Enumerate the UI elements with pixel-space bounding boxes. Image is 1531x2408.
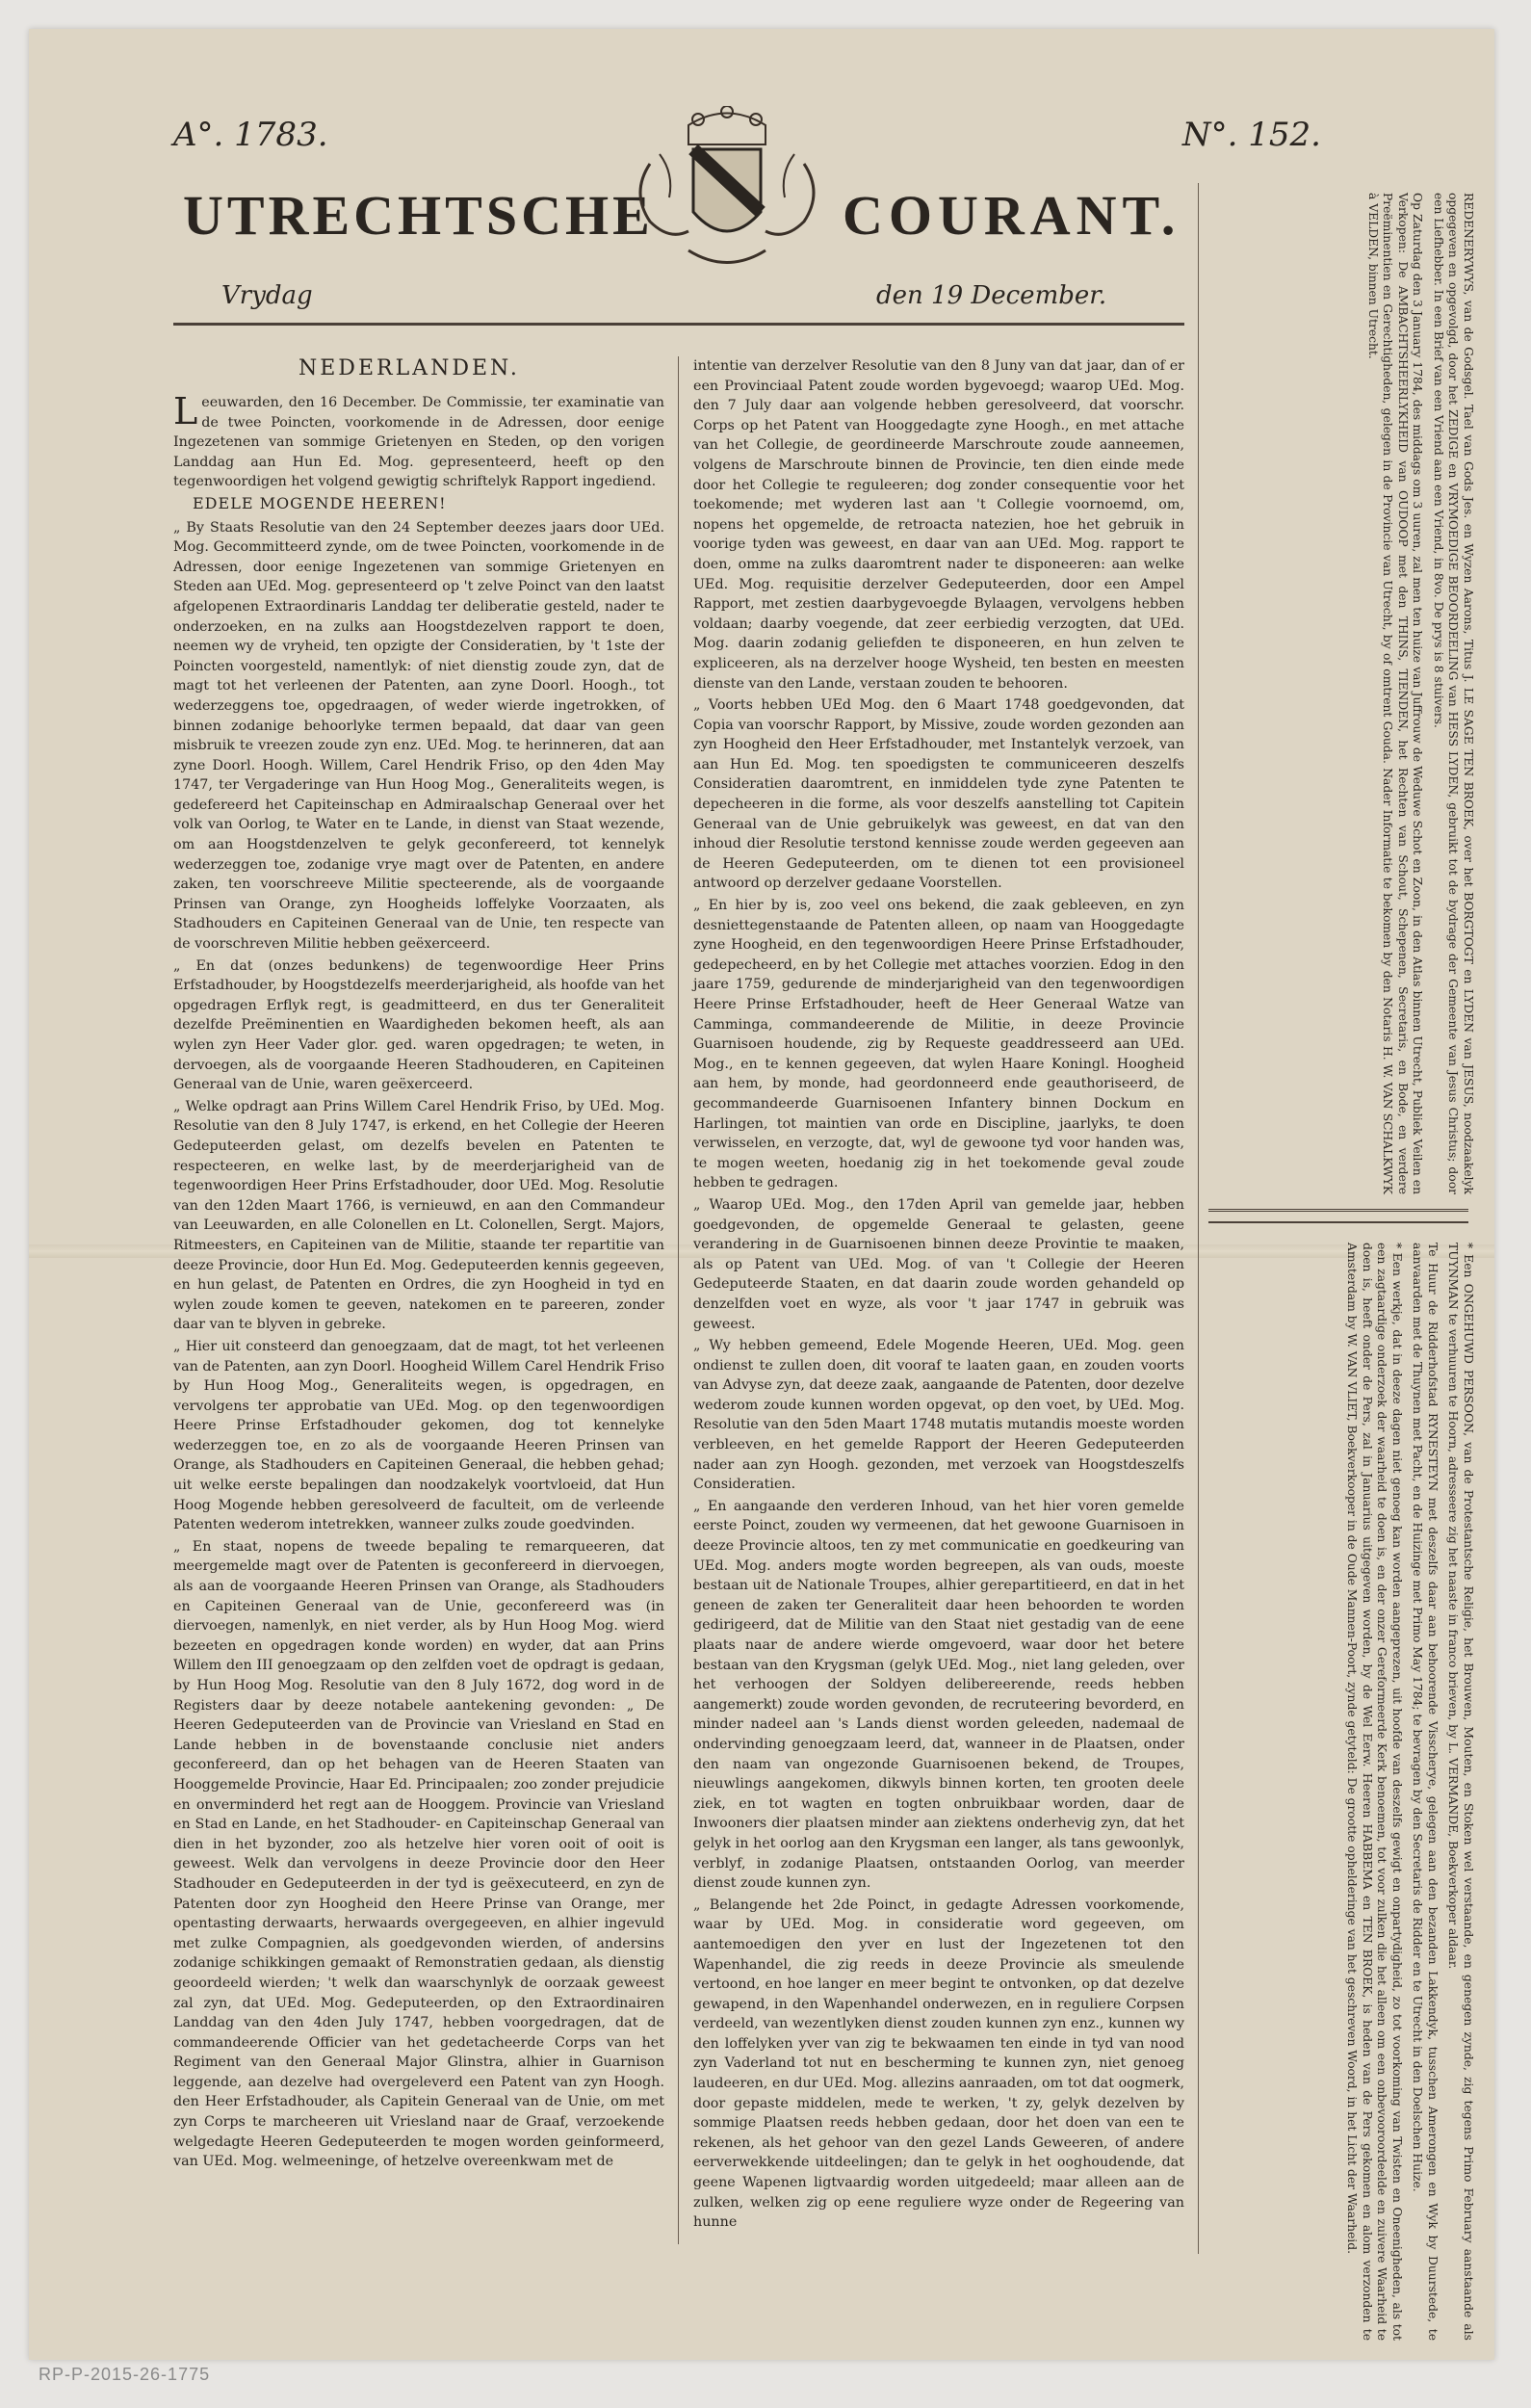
article-paragraph: „ Voorts hebben UEd Mog. den 6 Maart 1748 goedgevonden, dat Copia van voorschr Rapport, by Missive, zoude worden gezonden aan zyn Hoogheid den Heer Erfstadhouder, met Instantelyk verzoek, van aan Hun Ed. Mog. ten spoedigsten te communiceeren deszelfs Consideratien daaromtrent, en inmiddelen tyde zyne Patenten te depecheeren in die forme, als voor deszelfs aanstelling tot Capitein Generaal van de Unie gebruikelyk was geweest, en dat van den inhoud dier Resolutie terstond kennisse zoude werden gegeeven aan de Heeren Gedeputeerden, om te dienen tot een provisioneel antwoord op derzelver gedaane Voorstellen. — [693, 697, 1184, 892]
article-paragraph: „ Welke opdragt aan Prins Willem Carel Hendrik Friso, by UEd. Mog. Resolutie van den 8 July 1747, is erkend, en het Collegie der Heeren Gedeputeerden gelast, om dezelfs bevelen en Patenten te respecteeren, en welke last, by de meerderjarigheid van de tegenwoordigen Heer Prins Erfstadhouder, door UEd. Mog. Resolutie van den 12den Maart 1766, is vernieuwd, en aan den Commandeur van Leeuwarden, en alle Colonellen en Lt. Colonellen, Sergt. Majors, Ritmeesters, en Capiteinen van de Militie, staande ter repartitie van deeze Provincie, door Hun Ed. Mog. Gedeputeerden kennis gegeeven, en hun gelast, de Patenten en Ordres, die zyn Hoogheid in tyd en wylen zoude komen te geeven, natekomen en te pareeren, zonder daar van te blyven in gebreke. — [173, 1098, 664, 1333]
advertisement: Op Zaturdag den 3 January 1784, des middags om 3 uuren, zal men ten huize van Juffrouw de Weduwe Schot en Zoon, in den Atlas binnen Utrecht, Publiek Veilen en Verkopen: De AMBACHTSHEERLYKHEID van OUDOOP met den THINS, TIENDEN, het Rechten van Schout, Schepenen, Secretaris, en Bode, en verdere Preëminentien en Gerechtigheden, gelegen in de Provincie van Utrecht, by of omtrent Gouda. Nader Informatie te bekomen by den Notaris H. W. VAN SCHALKWYK à VELDEN, binnen Utrecht. — [1366, 193, 1425, 1194]
article-paragraph: „ Belangende het 2de Poinct, in gedagte Adressen voorkomende, waar by UEd. Mog. in consideratie word gegeeven, om aantemoedigen den yver en lust der Ingezetenen tot den Wapenhandel, die zig reeds in deeze Provincie als smeulende vertoond, en hoe langer en meer begint te ontvonken, op dat dezelve gewapend, in den Wapenhandel onderwezen, en in reguliere Corpsen verdeeld, van wezentlyken dienst zouden kunnen zyn enz., kunnen wy den loffelyken yver van zig te bekwaamen ten einde in tyd van nood zyn Vaderland tot nut en bescherming te kunnen zyn, niet genoeg laudeeren, en dur UEd. Mog. allezins aanraaden, om tot dat oogmerk, door gepaste middelen, mede te werken, 't zy, gelyk dezelven by sommige Plaatsen reeds hebben gedaan, door het doen van een te rekenen, als het gehoor van den gezel Lands Geweeren, of andere eerverwekkende uitdeelingen; dan te gelyk in het ooghoudende, dat geene Wapenen ligtvaardig worden uitgedeeld; maar alleen aan de zulken, welken zig op eene reguliere wyze onder de Regeering van hunne — [693, 1897, 1184, 2231]
coat-of-arms-emblem — [621, 106, 833, 279]
issue-date: den 19 December. — [876, 281, 1107, 310]
article-paragraph: „ En dat (onzes bedunkens) de tegenwoordige Heer Prins Erfstadhouder, by Hoogstdezelfs meerderjarigheid, als hoofde van het opgedragen Erflyk regt, is geadmitteerd, en dus ter Generaliteit dezelfde Preëminentien en Waardigheden bekomen heeft, als aan wylen zyn Heer Vader glor. ged. waren opgedragen; te weten, in dervoegen, als de voorgaande Heeren Stadhouderen, en Capiteinen Generaal van de Unie, waren geëxerceerd. — [173, 957, 664, 1093]
article-paragraph: „ Wy hebben gemeend, Edele Mogende Heeren, UEd. Mog. geen ondienst te zullen doen, dit vooraf te laaten gaan, en zouden voorts van Advyse zyn, dat deeze zaak, aangaande de Patenten, door dezelve wederom zoude kunnen worden opgevat, op den voet, by UEd. Mog. Resolutie van den 5den Maart 1748 mutatis mutandis moeste worden verbleeven, en het gemelde Rapport der Heeren Gedeputeerden nader aan zyn Hoogh. gezonden, met verzoek van Hoogstdeszelfs Consideratien. — [693, 1338, 1184, 1493]
masthead-title-right: COURANT. — [843, 184, 1181, 247]
article-paragraph: „ En hier by is, zoo veel ons bekend, die zaak gebleeven, en zyn desniettegenstaande de Patenten alleen, op naam van Hooggedagte zyne Hoogheid, en den tegenwoordigen Heere Prinse Erfstadhouder, gedepecheerd, en by het Collegie met attaches voorzien. Edog in den jaare 1759, gedurende de minderjarigheid van den tegenwoordigen Heere Prinse Erfstadhouder, heeft de Heer Generaal Watze van Camminga, commandeerende de Militie, in deeze Provincie Guarnisoen houdende, zig by Requeste geaddresseerd aan UEd. Mog., en te kennen gegeeven, dat wylen Haare Koningl. Hoogheid aan hem, by monde, had geordonneerd ende geauthoriseerd, de gecommandeerde Guarnisoenen Infantery binnen Dockum en Harlingen, tot maintien van orde en Discipline, jaarlyks, te doen verwisselen, en verzogte, dat, wyl de gewoone tyd voor handen was, te mogen weeten, hoedanig zig in het toekomende geval zoude hebben te gedragen. — [693, 898, 1184, 1191]
masthead-rule — [173, 323, 1184, 326]
issue-number: N°. 152. — [1181, 116, 1321, 154]
article-paragraph: „ Waarop UEd. Mog., den 17den April van gemelde jaar, hebben goedgevonden, de opgemelde Generaal te gelasten, geene verandering in de Guarnisoenen binnen deeze Provintie te maaken, als op Patent van UEd. Mog. of van 't Collegie der Heeren Gedeputeerde Staaten, en dat daarin zoude worden gehandeld op denzelfden voet en wyze, als voor 't jaar 1747 in gebruik was geweest. — [693, 1196, 1184, 1332]
advertisement: * Een werkje, dat in deeze dagen niet genoeg kan worden aangeprezen, uit hoofde van deszelfs gewigt en onpartydigheid, zo tot voorkoming van Twisten en Oneenigheden, als tot een zagtaardige onderzoek der waarheid te doen is, en der onzer Gereformeerde Kerk benoemen, tot voor zulken die het alleen om een onbevooroordeelde en zuivere Waarheid te doen is, heeft onder de Pers, zal in Januarius uitgegeven worden, by de Wel Eerw. Heeren HABBEMA en TEN BROEK, is heden van de Pers gekomen en alom verzonden te Amsterdam by W. VAN VLIET, Boekverkooper in de Oude Mannen-Poort, zynde getyteld: De grootte ophelderinge van het geschreven Woord, in het Licht der Waarheid. — [1345, 1243, 1404, 2341]
article-paragraph: „ By Staats Resolutie van den 24 September deezes jaars door UEd. Mog. Gecommitteerd zynde, om de twee Poincten, voorkomende in de Adressen, door eenige Ingezetenen van sommige Grietenyen en Steden aan UEd. Mog. gepresenteerd op 't zelve Poinct van den laatst afgelopenen Extraordinaris Landdag ter deliberatie gesteld, nader te onderzoeken, en na zulks aan Hoogstdezelven rapport te doen, neemen wy de vryheid, ten opzigte der Consideratien, by 't 1ste der Poincten voorgesteld, namentlyk: of niet dienstig zoude zyn, dat de magt tot het verleenen der Patenten, aan zyne Doorl. Hoogh., tot wederzeggens toe, opgedraagen, of weder wierde ingetrokken, of binnen zodanige behoorlyke termen bepaald, dat daar van geen misbruik te vreezen zoude zyn enz. UEd. Mog. te herinneren, dat aan zyne Doorl. Hoogh. Willem, Carel Hendrik Friso, op den 4den May 1747, ter Vergaderinge van Hun Hoog Mog., Generaliteits wegen, is gedefereerd het Capiteinschap en Admiraalschap Generaal over het volk van Oorlog, te Water en te Lande, in dienst van Staat wezende, om aan Hoogstdenzelven te gelyk geconfereerd, tot kennelyk wederzeggen toe, zodanige vrye magt over de Patenten, en andere zaken, ten voorschreeve Militie specteerende, als de voorgaande Prinsen van Orange, zyn Hoogheids loffelyke Voorzaaten, als Stadhouders en Capiteinen Generaal van de Unie, ten respecte van de voorschreven Militie hebben geëxerceerd. — [173, 519, 664, 953]
advertisement: * Een ONGEHUWD PERSOON, van de Protestantsche Religie, het Brouwen, Mouten, en Stoken wel verstaande, en genegen zynde, zig tegens Primo February aanstaande als TUYNMAN te verhuuren te Hoorn, adresseere zig het naaste in franco brieven, by L. VERMANDE, Boekverkoper aldaar. — [1446, 1243, 1475, 2341]
article-column-left — [173, 390, 664, 2174]
section-title: NEDERLANDEN. — [298, 356, 520, 380]
article-paragraph: Leeuwarden, den 16 December. De Commissie, ter examinatie van de twee Poincten, voorkomende in de Adressen, door eenige Ingezetenen van sommige Grietenyen en Steden, op den vorigen Landdag aan Hun Ed. Mog. gepresenteerd, heeft op den tegenwoordigen het volgend gewigtig schriftelyk Rapport ingediend. — [173, 390, 664, 490]
archive-inventory-number: RP-P-2015-26-1775 — [39, 2365, 211, 2384]
advertisement: Te Huur de Ridderhofstad RYNESTEYN met deszelfs daar aan behoorende Visscherye, gelegen aan den bezanden Lakkendyk, tusschen Amerongen en Wyk by Duurstede, te aanvaarden met de Thuynen met Pacht, en de Huizinge met Primo May 1784; te bevragen by den Secretaris de Ridder en te Utrecht in den Doelschen Huize. — [1411, 1243, 1440, 2341]
ornamental-divider — [1208, 1209, 1468, 1223]
article-paragraph: „ En aangaande den verderen Inhoud, van het hier voren gemelde eerste Poinct, zouden wy vermeenen, dat het gewoone Guarnisoen in deeze Provincie altoos, ten zy met communicatie en goedkeuring van UEd. Mog. anders mogte worden begreepen, als van ouds, moeste bestaan uit de Nationale Troupes, alhier gerepartitieerd, en dat in het geneen de zaken ter Generaliteit daar heen behoorden te worden gedirigeerd, dat de Militie van den Staat niet gestadig van de eene plaats naar de andere wierde omgevoerd, waar door het betere bestaan van den Krygsman (gelyk UEd. Mog., niet lang geleden, over het verhoogen der Soldyen delibereerende, reeds hebben aangemerkt) zoude worden gevonden, de recruteering bevorderd, en minder nadeel aan 's Lands dienst worden geleeden, nademaal de ondervinding genoegzaam leerd, dat, wanneer in de Plaatsen, onder den naam van ongezonde Guarnisoenen bekend, de Troupes, nieuwlings aangekomen, dikwyls binnen korten, ten grooten deele ziek, en tot wagten en togten onbruikbaar worden, daar de Inwooners dier plaatsen minder aan ziektens onderhevig zyn, dat het gelyk in het oorlog aan den Krygsman een langer, als tans gewoonlyk, verblyf, in zodanige Plaatsen, ontstaanden Oorlog, van meerder dienst zoude kunnen zyn. — [693, 1498, 1184, 1892]
newspaper-sheet — [29, 29, 1494, 2360]
article-paragraph: „ Hier uit consteerd dan genoegzaam, dat de magt, tot het verleenen van de Patenten, aan zyn Doorl. Hoogheid Willem Carel Hendrik Friso by Hun Hoog Mog., Generaliteits wegen, is opgedragen, en vervolgens ter approbatie van UEd. Mog. op den tegenwoordigen Heere Prinse Erfstadhouder gekomen, dog tot kennelyke wederzeggen toe, en zo als de voorgaande Heeren Prinsen van Orange, als Stadhouders en Capiteinen Generaal, die hebben gehad; uit welke eerste bepalingen dan noodzakelyk voortvloeid, dat Hun Hoog Mogende hebben geresolveerd de faculteit, om de verleende Patenten wederom intetrekken, wanneer zulks zoude goedvinden. — [173, 1338, 664, 1533]
column-divider — [678, 356, 679, 2244]
advertisement-column-bottom — [1215, 1243, 1475, 2341]
masthead-title-left: UTRECHTSCHE — [183, 184, 654, 247]
advertisement: REDENERYWYS, van de Godsgel. Tael van Gods Jes. en Wyzen Aarons, Titus J. LE SAGE TEN BROEK, over het BORGTOGT en LYDEN van JESUS, noodzaakelyk opgegeven en opgevolgd, door het ZEDIGE en VRYMOEDIGE BEOORDEELING van HESS LYDEN, gebruikt tot de bydrage der Gemeente van Jesus Christus; door een Liefhebber. In een Brief van een Vriend aan een Vriend, in 8vo. De prys is 8 stuivers. — [1432, 193, 1475, 1194]
article-column-right — [693, 356, 1184, 2235]
advertisement-column-top — [1215, 193, 1475, 1194]
address-heading: EDELE MOGENDE HEEREN! — [193, 493, 447, 512]
article-paragraph: „ En staat, nopens de tweede bepaling te remarqueeren, dat meergemelde magt over de Patenten is geconfereerd in diervoegen, als aan de voorgaande Heeren Prinsen van Orange, als Stadhouders en Capiteinen Generaal van de Unie, geconfereerd was (in diervoegen, namenlyk, en niet verder, als by Hun Hoog Mog. wierd bezeeten en opgedragen konde worden) en wyder, dat aan Prins Willem den III genoegzaam op den zelfden voet de opdragt is gedaan, by Hun Hoog Mog. Resolutie van den 8 July 1672, dog word in de Registers daar by deeze notabele aantekening gevonden: „ De Heeren Gedeputeerden van de Provincie van Vriesland en Stad en Lande hebben in de bovenstaande conclusie niet anders geconfereerd, dan op het behagen van de Heeren Staaten van Hooggemelde Provincie, Haar Ed. Principaalen; zoo zonder prejudicie en onverminderd het regt aan de Hooggem. Provincie van Vriesland en Stad en Lande, en het Stadhouder- en Capiteinschap Generaal van dien in het byzonder, zoo als hetzelve hier voren ooit of ooit is geweest. Welk dan vervolgens in deeze Provincie door den Heer Stadhouder en Gedeputeerden in der tyd is geëxecuteerd, en zyn de Patenten door zyn Hoogheid den Heere Prinse van Orange, mer opentasting derwaarts, herwaards overgegeeven, en alhier ingevuld met zulke Compagnien, als goedgevonden wierden, of andersins zodanige schikkingen gemaakt of Remonstratien gedaan, als dienstig geoordeeld wierden; 't welk dan waarschynlyk de oorzaak geweest zal zyn, dat UEd. Mog. Gedeputeerden, op den Extraordinairen Landdag van den 4den July 1747, hebben voorgedragen, dat de commandeerende Officier van het gedetacheerde Corps van het Regiment van den Generaal Major Glinstra, alhier in Guarnison leggende, aan dezelve had overgeleverd een Patent van zyn Hoogh. den Heer Erfstadhouder, als Capitein Generaal van de Unie, om met zyn Corps te marcheeren uit Vriesland naar de Graaf, verzoekende welgedagte Heeren Gedeputeerden te mogen worden geinformeerd, van UEd. Mog. welmeeninge, of hetzelve overeenkwam met de — [173, 1538, 664, 2170]
article-paragraph: intentie van derzelver Resolutie van den 8 Juny van dat jaar, dan of er een Provinciaal Patent zoude worden bygevoegd; waarop UEd. Mog. den 7 July daar aan volgende hebben geresolveerd, dat voorschr. Corps op het Patent van Hooggedagte zyne Hoogh., en met attache van het Collegie, de geordineerde Marschroute zoude aanneemen, volgens de Marschroute binnen de Provincie, ten dien einde mede door het Collegie te reguleeren; dog zonder consequentie voor het toekomende; met wyderen last aan 't Collegie voornoemd, om, nopens het opgemelde, de retroacta natezien, hoe het gebruik in voorige tyden was geweest, en daar van aan UEd. Mog. rapport te doen, omme na zulks daaromtrent nader te disponeeren: aan welke UEd. Mog. requisitie derzelver Gedeputeerden, door een Ampel Rapport, met zestien daarbygevoegde Bylaagen, vervolgens hebben voldaan; daarby voegende, dat zeer eerbiedig verzogten, dat UEd. Mog. daarin zodanig geliefden te disponeeren, en hun zelven te expliceeren, als na derzelver hooge Wysheid, ten besten en meesten dienste van den Lande, verstaan zouden te behooren. — [693, 358, 1184, 692]
issue-day: Vrydag — [221, 281, 313, 310]
sidebar-divider — [1198, 183, 1199, 2254]
issue-year: A°. 1783. — [173, 116, 328, 154]
